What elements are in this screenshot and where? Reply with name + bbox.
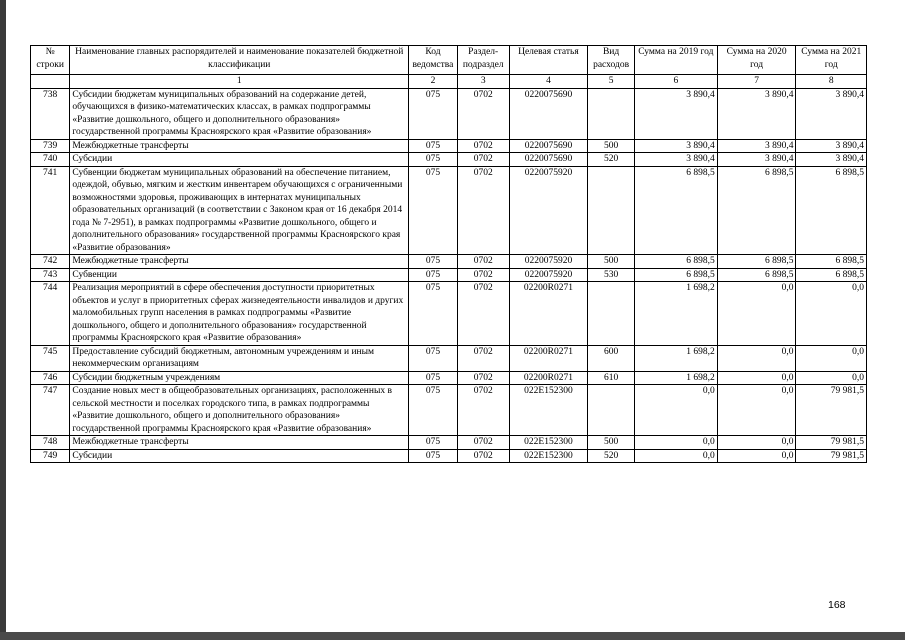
- section-cell: 0702: [457, 449, 509, 463]
- column-number: 2: [409, 75, 458, 89]
- target-item-cell: 022E152300: [509, 385, 588, 436]
- row-number-cell: 744: [31, 282, 70, 346]
- sum-2021-cell: 3 890,4: [796, 139, 867, 153]
- sum-2019-cell: 1 698,2: [634, 345, 717, 371]
- column-number: 1: [70, 75, 409, 89]
- table-row: [31, 88, 867, 139]
- header-target-item: Целевая статья: [509, 46, 588, 75]
- sum-2020-cell: 3 890,4: [717, 153, 796, 167]
- row-name-cell: Межбюджетные трансферты: [70, 255, 409, 269]
- sum-2020-cell: 0,0: [717, 436, 796, 450]
- page-number: 168: [828, 599, 846, 611]
- table-row: [31, 255, 867, 269]
- sum-2021-cell: 6 898,5: [796, 166, 867, 255]
- sum-2020-cell: 6 898,5: [717, 268, 796, 282]
- expense-type-cell: 530: [588, 268, 635, 282]
- sum-2019-cell: 0,0: [634, 385, 717, 436]
- section-cell: 0702: [457, 371, 509, 385]
- row-number-cell: 745: [31, 345, 70, 371]
- target-item-cell: 0220075690: [509, 153, 588, 167]
- expense-type-cell: [588, 88, 635, 139]
- row-name-cell: Субсидии: [70, 449, 409, 463]
- sum-2020-cell: 0,0: [717, 449, 796, 463]
- sum-2021-cell: 79 981,5: [796, 385, 867, 436]
- row-number-cell: 749: [31, 449, 70, 463]
- table-row: [31, 449, 867, 463]
- header-expense-type: Вид расходов: [588, 46, 635, 75]
- dept-code-cell: 075: [409, 88, 458, 139]
- header-dept-code: Код ведомства: [409, 46, 458, 75]
- sum-2021-cell: 6 898,5: [796, 268, 867, 282]
- row-name-cell: Субсидии: [70, 153, 409, 167]
- header-section: Раздел-подраздел: [457, 46, 509, 75]
- section-cell: 0702: [457, 385, 509, 436]
- target-item-cell: 0220075920: [509, 166, 588, 255]
- sum-2020-cell: 0,0: [717, 345, 796, 371]
- row-name-cell: Предоставление субсидий бюджетным, автономным учреждениям и иным некоммерческим организациям: [70, 345, 409, 371]
- column-number: 7: [717, 75, 796, 89]
- section-cell: 0702: [457, 268, 509, 282]
- expense-type-cell: 500: [588, 436, 635, 450]
- expense-type-cell: [588, 282, 635, 346]
- expense-type-cell: 500: [588, 139, 635, 153]
- sum-2019-cell: 1 698,2: [634, 282, 717, 346]
- dept-code-cell: 075: [409, 139, 458, 153]
- row-number-cell: 747: [31, 385, 70, 436]
- row-name-cell: Субвенции: [70, 268, 409, 282]
- sum-2019-cell: 6 898,5: [634, 166, 717, 255]
- target-item-cell: 02200R0271: [509, 371, 588, 385]
- dept-code-cell: 075: [409, 449, 458, 463]
- row-number-cell: 740: [31, 153, 70, 167]
- target-item-cell: 0220075920: [509, 268, 588, 282]
- sum-2020-cell: 0,0: [717, 371, 796, 385]
- sum-2019-cell: 3 890,4: [634, 153, 717, 167]
- dept-code-cell: 075: [409, 282, 458, 346]
- sum-2019-cell: 3 890,4: [634, 139, 717, 153]
- section-cell: 0702: [457, 436, 509, 450]
- expense-type-cell: [588, 166, 635, 255]
- dept-code-cell: 075: [409, 255, 458, 269]
- section-cell: 0702: [457, 139, 509, 153]
- column-number: 8: [796, 75, 867, 89]
- dept-code-cell: 075: [409, 385, 458, 436]
- dept-code-cell: 075: [409, 166, 458, 255]
- header-sum-2021: Сумма на 2021 год: [796, 46, 867, 75]
- sum-2020-cell: 0,0: [717, 385, 796, 436]
- header-name: Наименование главных распорядителей и наименование показателей бюджетной классификации: [70, 46, 409, 75]
- sum-2019-cell: 6 898,5: [634, 268, 717, 282]
- target-item-cell: 0220075690: [509, 139, 588, 153]
- row-number-cell: 739: [31, 139, 70, 153]
- sum-2019-cell: 3 890,4: [634, 88, 717, 139]
- target-item-cell: 022E152300: [509, 449, 588, 463]
- row-number-cell: 742: [31, 255, 70, 269]
- dept-code-cell: 075: [409, 371, 458, 385]
- section-cell: 0702: [457, 255, 509, 269]
- sum-2019-cell: 6 898,5: [634, 255, 717, 269]
- header-row-number: № строки: [31, 46, 70, 75]
- table-row: [31, 345, 867, 371]
- column-number: 3: [457, 75, 509, 89]
- sum-2021-cell: 0,0: [796, 345, 867, 371]
- scan-edge-bottom: [0, 632, 905, 640]
- row-number-cell: 741: [31, 166, 70, 255]
- sum-2021-cell: 0,0: [796, 371, 867, 385]
- target-item-cell: 0220075690: [509, 88, 588, 139]
- sum-2019-cell: 0,0: [634, 449, 717, 463]
- header-sum-2019: Сумма на 2019 год: [634, 46, 717, 75]
- row-number-cell: 746: [31, 371, 70, 385]
- expense-type-cell: [588, 385, 635, 436]
- section-cell: 0702: [457, 282, 509, 346]
- sum-2021-cell: 3 890,4: [796, 153, 867, 167]
- table-row: [31, 166, 867, 255]
- column-number-empty: [31, 75, 70, 89]
- column-number: 6: [634, 75, 717, 89]
- dept-code-cell: 075: [409, 345, 458, 371]
- sum-2021-cell: 79 981,5: [796, 449, 867, 463]
- target-item-cell: 02200R0271: [509, 345, 588, 371]
- row-name-cell: Межбюджетные трансферты: [70, 436, 409, 450]
- sum-2019-cell: 0,0: [634, 436, 717, 450]
- section-cell: 0702: [457, 345, 509, 371]
- table-row: [31, 139, 867, 153]
- scan-edge-left: [0, 0, 6, 640]
- column-number: 5: [588, 75, 635, 89]
- row-name-cell: Субвенции бюджетам муниципальных образований на обеспечение питанием, одеждой, обувью, мягким и жестким инвентарем обучающихся с ограниченными возможностями здоровья, проживающих в интернатах муниципальных образовательных организаций (в соответствии с Законом края от 16 декабря 2014 года № 7-2951), в рамках подпрограммы «Развитие дошкольного, общего и дополнительного образования» государственной программы Красноярского края «Развитие образования»: [70, 166, 409, 255]
- target-item-cell: 022E152300: [509, 436, 588, 450]
- table-row: [31, 153, 867, 167]
- expense-type-cell: 600: [588, 345, 635, 371]
- table-row: [31, 436, 867, 450]
- sum-2020-cell: 6 898,5: [717, 166, 796, 255]
- dept-code-cell: 075: [409, 153, 458, 167]
- row-name-cell: Реализация мероприятий в сфере обеспечения доступности приоритетных объектов и услуг в приоритетных сферах жизнедеятельности инвалидов и других маломобильных групп населения в рамках подпрограммы «Развитие дошкольного, общего и дополнительного образования» государственной программы Красноярского края «Развитие образования»: [70, 282, 409, 346]
- row-name-cell: Субсидии бюджетам муниципальных образований на содержание детей, обучающихся в физико-математических классах, в рамках подпрограммы «Развитие дошкольного, общего и дополнительного образования» государственной программы Красноярского края «Развитие образования»: [70, 88, 409, 139]
- sum-2021-cell: 0,0: [796, 282, 867, 346]
- target-item-cell: 02200R0271: [509, 282, 588, 346]
- table-row: [31, 268, 867, 282]
- dept-code-cell: 075: [409, 436, 458, 450]
- sum-2021-cell: 79 981,5: [796, 436, 867, 450]
- section-cell: 0702: [457, 153, 509, 167]
- budget-table: [30, 45, 867, 463]
- expense-type-cell: 520: [588, 153, 635, 167]
- target-item-cell: 0220075920: [509, 255, 588, 269]
- table-row: [31, 282, 867, 346]
- table-header-row: [31, 46, 867, 75]
- sum-2020-cell: 0,0: [717, 282, 796, 346]
- sum-2019-cell: 1 698,2: [634, 371, 717, 385]
- sum-2021-cell: 6 898,5: [796, 255, 867, 269]
- section-cell: 0702: [457, 166, 509, 255]
- dept-code-cell: 075: [409, 268, 458, 282]
- header-sum-2020: Сумма на 2020 год: [717, 46, 796, 75]
- sum-2020-cell: 3 890,4: [717, 139, 796, 153]
- column-number-row: [31, 75, 867, 89]
- expense-type-cell: 500: [588, 255, 635, 269]
- section-cell: 0702: [457, 88, 509, 139]
- column-number: 4: [509, 75, 588, 89]
- expense-type-cell: 610: [588, 371, 635, 385]
- row-number-cell: 738: [31, 88, 70, 139]
- row-name-cell: Субсидии бюджетным учреждениям: [70, 371, 409, 385]
- row-number-cell: 743: [31, 268, 70, 282]
- expense-type-cell: 520: [588, 449, 635, 463]
- row-name-cell: Создание новых мест в общеобразовательных организациях, расположенных в сельской местности и поселках городского типа, в рамках подпрограммы «Развитие дошкольного, общего и дополнительного образования» государственной программы Красноярского края «Развитие образования»: [70, 385, 409, 436]
- row-name-cell: Межбюджетные трансферты: [70, 139, 409, 153]
- row-number-cell: 748: [31, 436, 70, 450]
- table-row: [31, 371, 867, 385]
- table-row: [31, 385, 867, 436]
- sum-2020-cell: 3 890,4: [717, 88, 796, 139]
- sum-2020-cell: 6 898,5: [717, 255, 796, 269]
- sum-2021-cell: 3 890,4: [796, 88, 867, 139]
